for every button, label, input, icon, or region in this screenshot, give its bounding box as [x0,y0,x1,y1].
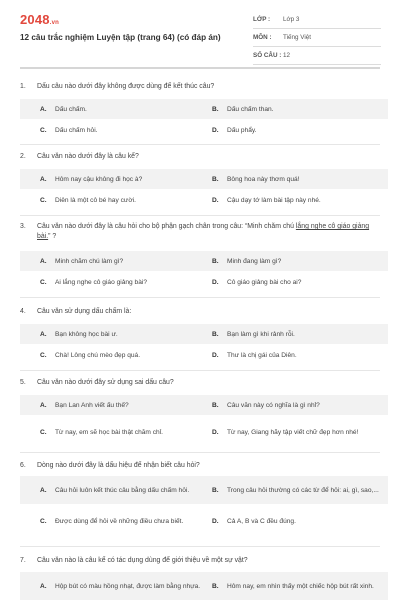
option-a[interactable]: A. Minh chăm chú làm gì? [40,257,124,265]
option-d[interactable]: D. Dấu phẩy. [212,126,257,134]
question-divider [20,452,380,453]
options-row [20,169,388,189]
options-row [20,120,388,140]
underlined-phrase: lắng nghe cô giáo giảng bài. [37,223,370,240]
meta-value: 12 [283,52,291,59]
page-header [0,0,400,68]
options-row [20,395,388,415]
options-row [20,418,388,446]
option-c[interactable]: C. Được dùng để hỏi về những điều chưa biết. [40,517,184,525]
option-a[interactable]: A. Bạn Lan Anh viết ấu thế? [40,401,129,409]
options-row [20,345,388,365]
options-row [20,190,388,210]
option-b[interactable]: B. Bạn làm gì khi rảnh rỗi. [212,330,295,338]
question-text: 3. Câu văn nào dưới đây là câu hỏi cho bộ phận gạch chân trong câu: “Minh chăm chú lắng nghe cô giáo giảng bài.” ? [20,223,370,240]
meta-row-count [253,47,381,65]
question-text: 2. Câu văn nào dưới đây là câu kể? [20,153,139,160]
question-divider [20,370,380,371]
meta-key: LỚP : [253,16,271,23]
option-a[interactable]: A. Dấu chấm. [40,105,87,113]
option-a[interactable]: A. Câu hỏi luôn kết thúc câu bằng dấu chấm hỏi. [40,486,190,494]
question-divider [20,297,380,298]
options-row [20,476,388,504]
option-b[interactable]: B. Câu văn này có nghĩa là gì nhỉ? [212,401,320,409]
header-divider [20,67,380,69]
options-row [20,99,388,119]
question-text: 6. Dòng nào dưới đây là dấu hiệu để nhận biết câu hỏi? [20,462,200,469]
option-c[interactable]: C. Từ nay, em sẽ học bài thật chăm chỉ. [40,428,164,436]
option-c[interactable]: C. Diên là một cô bé hay cười. [40,196,136,204]
option-d[interactable]: D. Cả A, B và C đều đúng. [212,517,296,525]
meta-key: MÔN : [253,34,272,41]
option-b[interactable]: B. Dấu chấm than. [212,105,274,113]
options-row [20,251,388,271]
question-text: 1. Dấu câu nào dưới đây không được dùng để kết thúc câu? [20,83,215,90]
option-b[interactable]: B. Trong câu hỏi thường có các từ để hỏi: ai, gì, sao,... [212,486,379,494]
option-d[interactable]: D. Cô giáo giảng bài cho ai? [212,278,302,286]
options-row [20,507,388,535]
option-b[interactable]: B. Hôm nay, em nhìn thấy một chiếc hộp bút rất xinh. [212,582,374,590]
options-row [20,272,388,292]
options-row [20,324,388,344]
question-text: 4. Câu văn sử dụng dấu chấm là: [20,308,132,315]
question-text: 5. Câu văn nào dưới đây sử dụng sai dấu câu? [20,379,174,386]
option-a[interactable]: A. Bạn không học bài ư. [40,330,118,338]
meta-row-subject [253,29,381,47]
meta-row-class [253,11,381,29]
meta-value: Lớp 3 [283,16,300,23]
options-row [20,572,388,600]
question-divider [20,144,380,145]
option-d[interactable]: D. Từ nay, Giang hãy tập viết chữ đẹp hơn nhé! [212,428,359,436]
site-logo[interactable]: 2048.vn [20,12,60,27]
option-b[interactable]: B. Bông hoa này thơm quá! [212,175,300,183]
option-c[interactable]: C. Dấu chấm hỏi. [40,126,98,134]
option-d[interactable]: D. Cậu dạy tớ làm bài tập này nhé. [212,196,321,204]
option-c[interactable]: C. Chà! Lông chú mèo đẹp quá. [40,351,141,359]
question-divider [20,546,380,547]
meta-key: SỐ CÂU : [253,52,282,59]
option-d[interactable]: D. Thư là chị gái của Diên. [212,351,297,359]
question-divider [20,215,380,216]
option-c[interactable]: C. Ai lắng nghe cô giáo giảng bài? [40,278,148,286]
question-text: 7. Câu văn nào là câu kể có tác dụng dùng để giới thiệu về một sự vật? [20,557,248,564]
page-title: 12 câu trắc nghiệm Luyện tập (trang 64) (có đáp án) [20,33,221,42]
meta-value: Tiếng Việt [283,34,312,41]
option-a[interactable]: A. Hôm nay cậu không đi học à? [40,175,143,183]
option-b[interactable]: B. Minh đang làm gì? [212,257,282,265]
option-a[interactable]: A. Hộp bút có màu hồng nhạt, được làm bằng nhựa. [40,582,201,590]
meta-info [253,11,381,65]
